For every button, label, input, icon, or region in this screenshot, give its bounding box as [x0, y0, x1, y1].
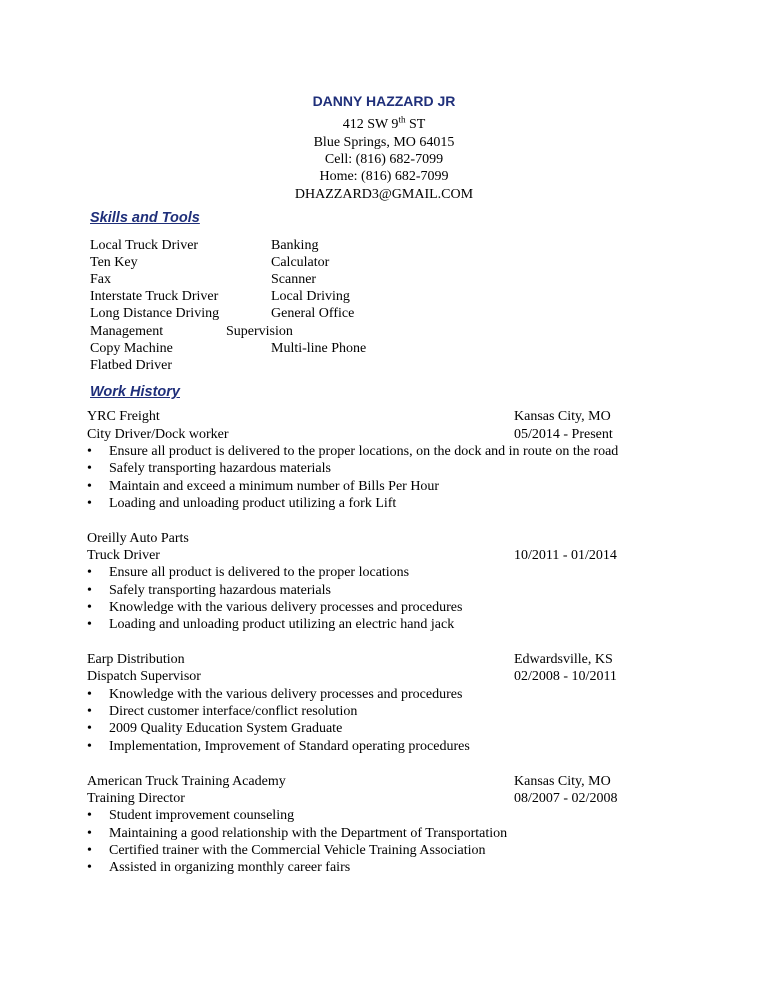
- job-bullet: [87, 686, 462, 703]
- home-phone: Home: (816) 682-7099: [319, 169, 449, 184]
- bullet-icon: •: [87, 479, 92, 494]
- bullet-text: 2009 Quality Education System Graduate: [109, 721, 343, 736]
- job-bullet: [87, 495, 396, 512]
- skill-item: Multi-line Phone: [271, 341, 367, 356]
- address-line-1: [0, 116, 768, 133]
- skill-item: Calculator: [271, 255, 330, 270]
- job-company: Oreilly Auto Parts: [87, 531, 189, 546]
- job-role: City Driver/Dock worker: [87, 427, 229, 442]
- job-role: Dispatch Supervisor: [87, 669, 201, 684]
- job-bullet: [87, 616, 454, 633]
- candidate-name: DANNY HAZZARD JR: [312, 93, 456, 109]
- bullet-icon: •: [87, 600, 92, 615]
- job-bullet: [87, 460, 331, 477]
- bullet-text: Maintaining a good relationship with the Department of Transportation: [109, 826, 508, 841]
- bullet-text: Loading and unloading product utilizing a fork Lift: [109, 496, 397, 511]
- bullet-text: Assisted in organizing monthly career fairs: [109, 860, 351, 875]
- skill-item: Copy Machine: [90, 341, 173, 356]
- bullet-text: Safely transporting hazardous materials: [109, 583, 331, 598]
- address-ordinal: th: [398, 114, 406, 125]
- job-company: Earp Distribution: [87, 652, 185, 667]
- address-street-suffix: ST: [405, 117, 426, 132]
- skill-item: Fax: [90, 272, 111, 287]
- bullet-text: Maintain and exceed a minimum number of Bills Per Hour: [109, 479, 440, 494]
- bullet-icon: •: [87, 496, 92, 511]
- job-bullet: [87, 859, 350, 876]
- bullet-text: Knowledge with the various delivery processes and procedures: [109, 687, 463, 702]
- job-bullet: [87, 807, 294, 824]
- skill-item: Scanner: [271, 272, 317, 287]
- job-dates: 05/2014 - Present: [514, 427, 613, 442]
- job-location: Kansas City, MO: [514, 409, 611, 424]
- skill-item: Local Truck Driver: [90, 238, 199, 253]
- job-company: YRC Freight: [87, 409, 160, 424]
- skill-item: Interstate Truck Driver: [90, 289, 219, 304]
- job-bullet: [87, 564, 409, 581]
- skill-item: Banking: [271, 238, 319, 253]
- bullet-icon: •: [87, 860, 92, 875]
- bullet-icon: •: [87, 843, 92, 858]
- job-role: Training Director: [87, 791, 185, 806]
- bullet-text: Certified trainer with the Commercial Vehicle Training Association: [109, 843, 486, 858]
- bullet-icon: •: [87, 617, 92, 632]
- work-history-heading: Work History: [90, 384, 180, 400]
- job-location: Edwardsville, KS: [514, 652, 613, 667]
- job-role: Truck Driver: [87, 548, 160, 563]
- skill-item: General Office: [271, 306, 355, 321]
- job-bullet: [87, 478, 439, 495]
- skill-item: Ten Key: [90, 255, 138, 270]
- job-bullet: [87, 842, 486, 859]
- job-bullet: [87, 582, 331, 599]
- job-company: American Truck Training Academy: [87, 774, 286, 789]
- email-address: DHAZZARD3@GMAIL.COM: [294, 187, 474, 202]
- skill-item: Long Distance Driving: [90, 306, 220, 321]
- job-bullet: [87, 703, 357, 720]
- bullet-text: Direct customer interface/conflict resolution: [109, 704, 358, 719]
- skills-heading: Skills and Tools: [90, 210, 200, 226]
- bullet-icon: •: [87, 444, 92, 459]
- job-location: Kansas City, MO: [514, 774, 611, 789]
- skill-item: Local Driving: [271, 289, 350, 304]
- job-bullet: [87, 599, 462, 616]
- bullet-icon: •: [87, 739, 92, 754]
- job-bullet: [87, 825, 507, 842]
- bullet-text: Student improvement counseling: [109, 808, 295, 823]
- address-line-2: Blue Springs, MO 64015: [313, 135, 455, 150]
- bullet-text: Implementation, Improvement of Standard operating procedures: [109, 739, 470, 754]
- bullet-icon: •: [87, 565, 92, 580]
- job-bullet: [87, 720, 342, 737]
- skill-item: Flatbed Driver: [90, 358, 173, 373]
- bullet-icon: •: [87, 721, 92, 736]
- bullet-icon: •: [87, 808, 92, 823]
- bullet-text: Ensure all product is delivered to the proper locations, on the dock and in route on the road: [109, 444, 619, 459]
- job-dates: 10/2011 - 01/2014: [514, 548, 617, 563]
- cell-phone: Cell: (816) 682-7099: [324, 152, 444, 167]
- job-dates: 02/2008 - 10/2011: [514, 669, 617, 684]
- bullet-icon: •: [87, 687, 92, 702]
- bullet-icon: •: [87, 704, 92, 719]
- bullet-icon: •: [87, 461, 92, 476]
- job-bullet: [87, 738, 470, 755]
- job-dates: 08/2007 - 02/2008: [514, 791, 618, 806]
- address-street: 412 SW 9: [342, 117, 399, 132]
- skill-item: Supervision: [226, 324, 293, 339]
- bullet-text: Knowledge with the various delivery processes and procedures: [109, 600, 463, 615]
- bullet-text: Ensure all product is delivered to the proper locations: [109, 565, 410, 580]
- bullet-text: Safely transporting hazardous materials: [109, 461, 331, 476]
- bullet-icon: •: [87, 826, 92, 841]
- bullet-icon: •: [87, 583, 92, 598]
- job-bullet: [87, 443, 618, 460]
- skill-item: Management: [90, 324, 164, 339]
- bullet-text: Loading and unloading product utilizing an electric hand jack: [109, 617, 455, 632]
